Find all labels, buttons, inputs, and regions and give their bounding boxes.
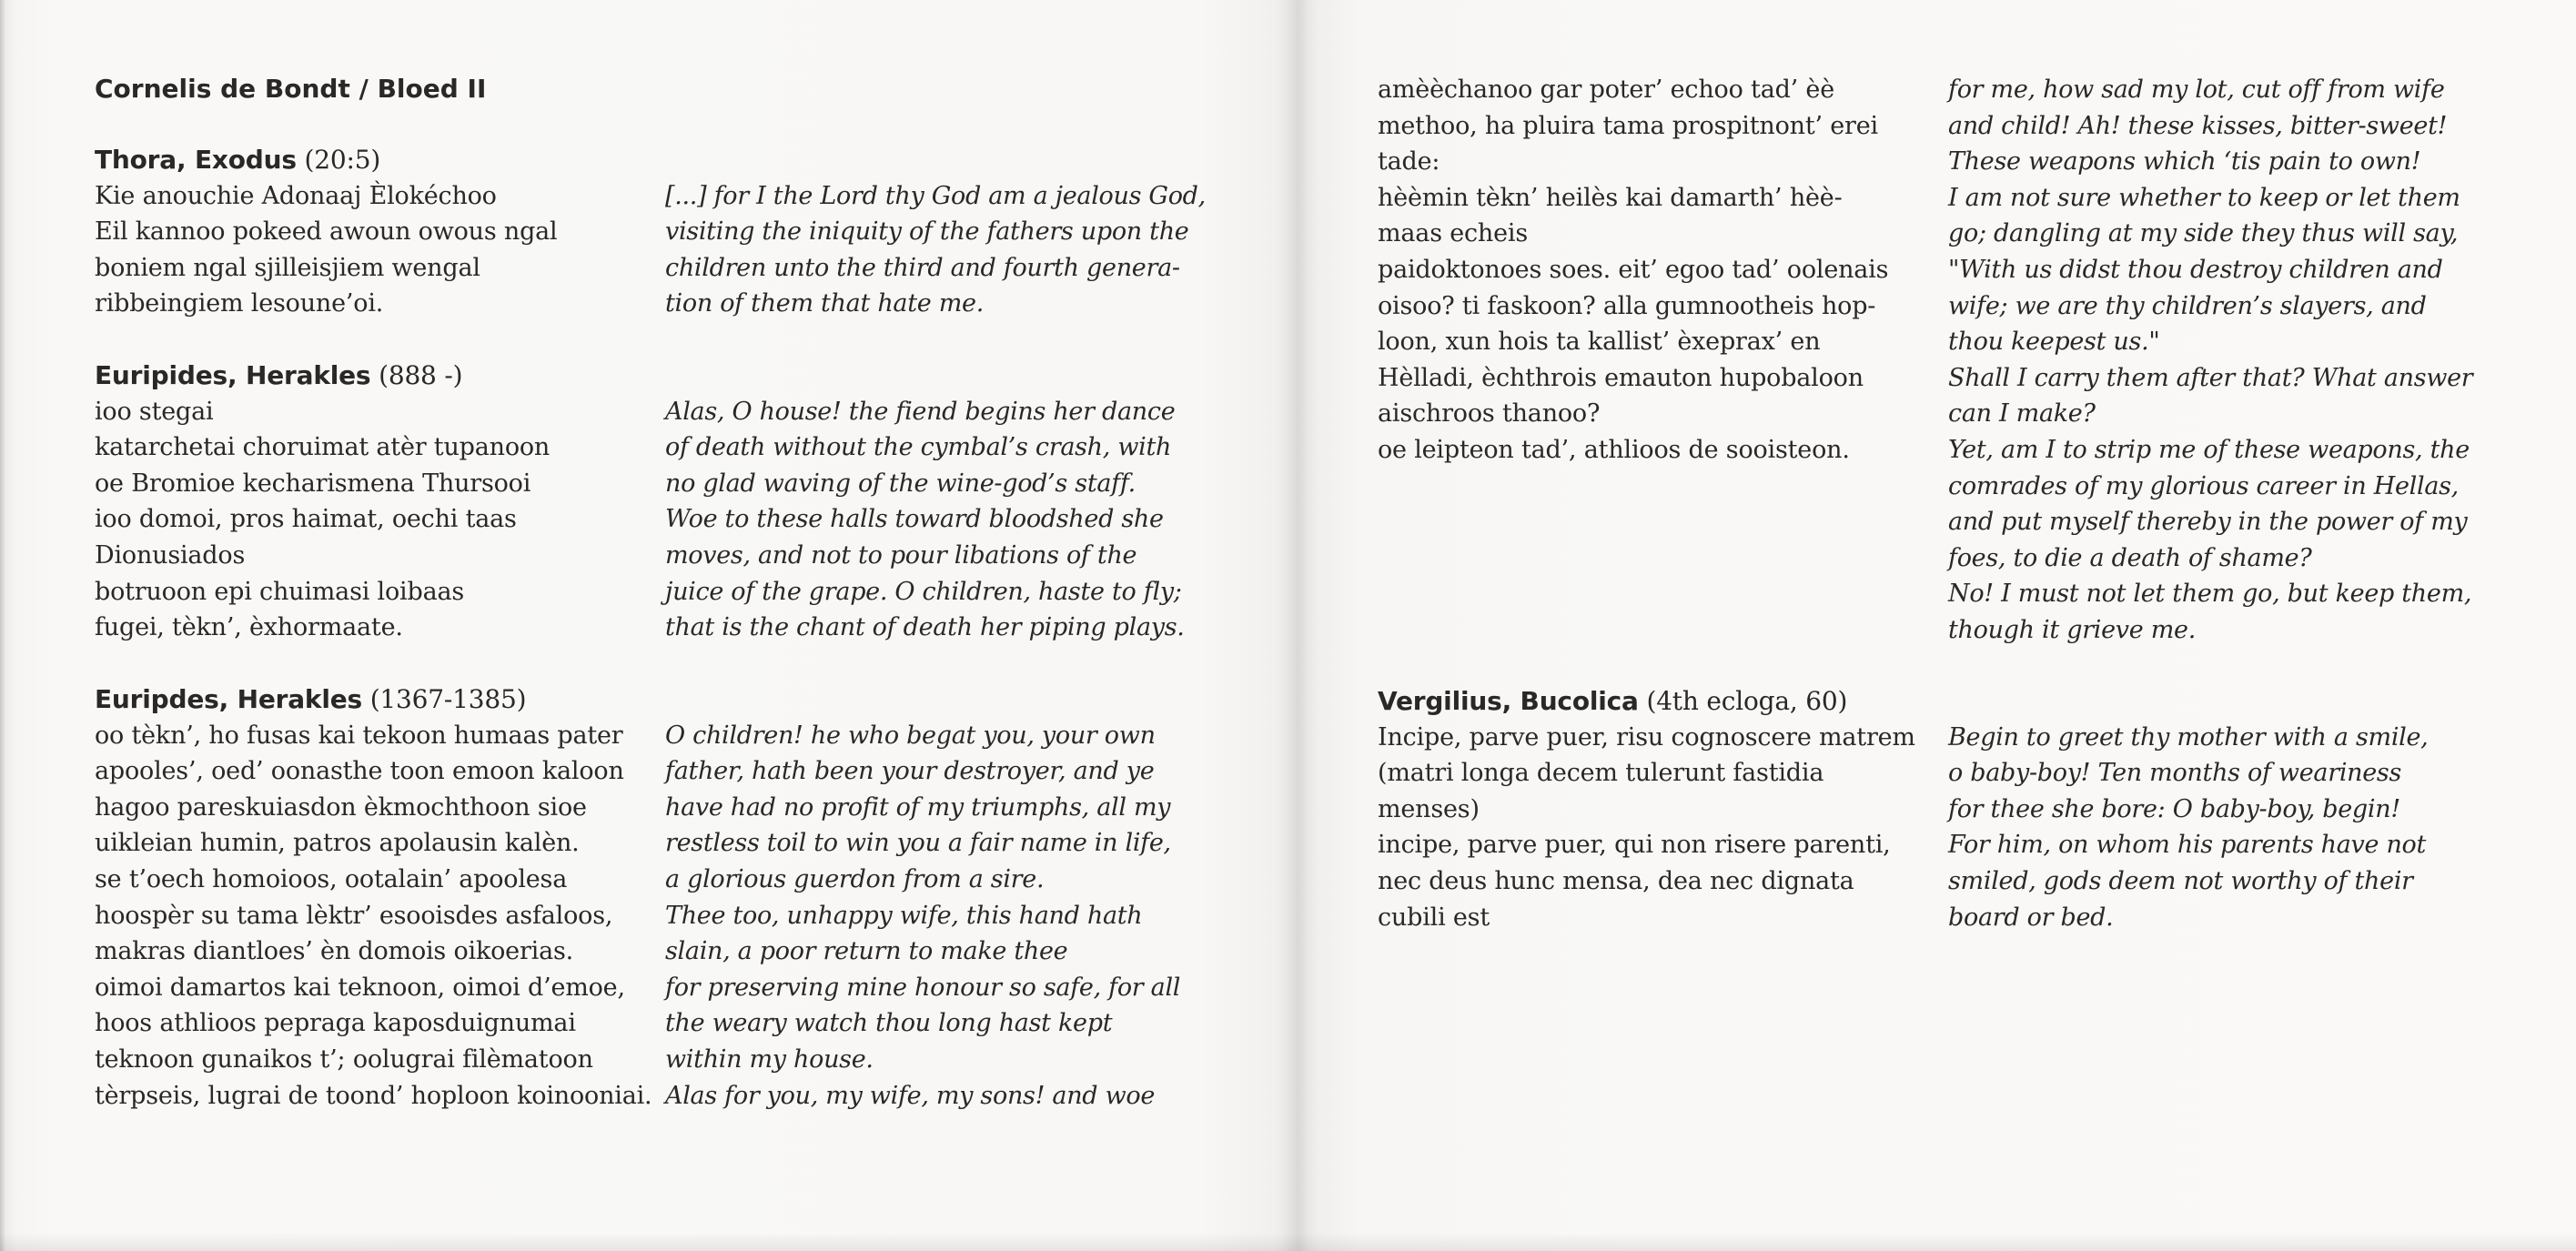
text-line: aischroos thanoo? [1378,399,1601,429]
text-line: loon, xun hois ta kallist’ èxeprax’ en [1378,328,1821,357]
text-line: of death without the cymbal’s crash, with [665,433,1172,462]
text-line: Kie anouchie Adonaaj Èlokéchoo [95,181,497,210]
page-bottom-edge [0,1233,2576,1251]
page-edge [0,0,5,1251]
section-title-reference: (888 -) [370,360,463,390]
text-line: oo tèkn’, ho fusas kai tekoon humaas pater [95,721,623,750]
section-title-name: Thora, Exodus [95,145,297,175]
text-line: Woe to these halls toward bloodshed she [665,505,1164,534]
text-line: Alas, O house! the fiend begins her dance [665,397,1176,426]
section-title-reference: (4th ecloga, 60) [1638,686,1848,716]
text-line: oe leipteon tad’, athlioos de sooisteon. [1378,435,1850,464]
text-line: oisoo? ti faskoon? alla gumnootheis hop- [1378,291,1876,320]
text-line: that is the chant of death her piping plays. [665,613,1185,642]
thora-original [95,142,558,322]
text-line: board or bed. [1948,903,2114,932]
thora-translation [665,178,1206,322]
text-line: se t’oech homoioos, ootalain’ apoolesa [95,864,568,893]
section-title [95,142,558,178]
text-line: ioo stegai [95,397,214,426]
text-line: slain, a poor return to make thee [665,937,1068,966]
text-line: juice of the grape. O children, haste to fly; [665,577,1182,606]
text-line: can I make? [1948,399,2096,429]
text-line: moves, and not to pour libations of the [665,540,1137,570]
text-line: within my house. [665,1044,874,1074]
text-line: foes, to die a death of shame? [1948,543,2312,572]
text-line: I am not sure whether to keep or let them [1948,183,2460,212]
text-line: father, hath been your destroyer, and ye [665,757,1155,786]
text-line: maas echeis [1378,219,1528,248]
text-line: have had no profit of my triumphs, all my [665,792,1171,822]
page-header: Cornelis de Bondt / Bloed II [95,74,487,104]
text-line: the weary watch thou long hast kept [665,1009,1113,1038]
text-line: [...] for I the Lord thy God am a jealous God, [665,181,1206,210]
section-title-name: Vergilius, Bucolica [1378,686,1639,716]
text-line: comrades of my glorious career in Hellas, [1948,471,2459,500]
text-line: Dionusiados [95,540,246,570]
text-line: a glorious guerdon from a sire. [665,864,1045,893]
section-title-name: Euripides, Herakles [95,360,371,390]
text-line: ribbeingiem lesoune’oi. [95,289,384,318]
text-line: thou keepest us." [1948,328,2160,357]
text-line: For him, on whom his parents have not [1948,831,2427,860]
text-line: tade: [1378,147,1440,177]
text-line: for preserving mine honour so safe, for all [665,973,1181,1002]
text-line: O children! he who begat you, your own [665,721,1156,750]
text-line: botruoon epi chuimasi loibaas [95,577,465,606]
text-line: smiled, gods deem not worthy of their [1948,866,2413,895]
text-line: oe Bromioe kecharismena Thursooi [95,469,531,498]
text-line: Alas for you, my wife, my sons! and woe [665,1081,1156,1110]
text-line: hoospèr su tama lèktr’ esooisdes asfaloos, [95,901,613,930]
section-title-reference: (20:5) [296,145,381,175]
herakles-1367-translation [665,718,1180,1115]
herakles-1367-original [95,681,652,1114]
text-line: amèèchanoo gar poter’ echoo tad’ èè [1378,76,1834,104]
text-line: restless toil to win you a fair name in life, [665,829,1171,858]
text-line: ioo domoi, pros haimat, oechi taas [95,505,517,534]
herakles-888-translation [665,394,1185,646]
text-line: though it grieve me. [1948,615,2196,644]
text-line: (matri longa decem tulerunt fastidia [1378,759,1824,788]
text-line: "With us didst thou destroy children and [1948,255,2443,284]
text-line: Eil kannoo pokeed awoun owous ngal [95,217,558,247]
text-line: teknoon gunaikos t’; oolugrai filèmatoon [95,1044,593,1074]
text-line: wife; we are thy children’s slayers, and [1948,291,2427,320]
section-title [1378,683,1915,720]
text-line: apooles’, oed’ oonasthe toon emoon kaloon [95,757,624,786]
text-line: paidoktonoes soes. eit’ egoo tad’ oolenais [1378,255,1889,284]
herakles-888-original [95,358,550,646]
text-line: for thee she bore: O baby-boy, begin! [1948,794,2400,823]
text-line: hoos athlioos pepraga kaposduignumai [95,1009,576,1038]
text-line: children unto the third and fourth genera- [665,253,1180,282]
text-line: hèèmin tèkn’ heilès kai damarth’ hèè- [1378,183,1843,212]
text-line: fugei, tèkn’, èxhormaate. [95,613,403,642]
text-line: uikleian humin, patros apolausin kalèn. [95,829,580,858]
text-line: boniem ngal sjilleisjiem wengal [95,253,480,282]
text-line: incipe, parve puer, qui non risere parenti, [1378,831,1891,860]
vergilius-original [1378,683,1915,935]
text-line: and put myself thereby in the power of my [1948,508,2468,537]
text-line: Hèlladi, èchthrois emauton hupobaloon [1378,363,1864,392]
text-line: oimoi damartos kai teknoon, oimoi d’emoe, [95,973,625,1002]
page-gutter [1281,0,1318,1251]
text-line: no glad waving of the wine-god’s staff. [665,469,1136,498]
section-title-name: Euripdes, Herakles [95,684,362,714]
text-line: visiting the iniquity of the fathers upon the [665,217,1189,247]
text-line: nec deus hunc mensa, dea nec dignata [1378,866,1854,895]
text-line: cubili est [1378,903,1490,932]
text-line: tion of them that hate me. [665,289,984,318]
text-line: hagoo pareskuiasdon èkmochthoon sioe [95,792,587,822]
text-line: go; dangling at my side they thus will say, [1948,219,2459,248]
text-line: menses) [1378,794,1480,823]
section-title [95,681,652,718]
text-line: makras diantloes’ èn domois oikoerias. [95,937,574,966]
text-line: Incipe, parve puer, risu cognoscere matrem [1378,722,1915,752]
section-title [95,358,550,394]
text-line: katarchetai choruimat atèr tupanoon [95,433,551,462]
text-line: These weapons which ‘tis pain to own! [1948,147,2421,177]
text-line: o baby-boy! Ten months of weariness [1948,759,2402,788]
text-line: Begin to greet thy mother with a smile, [1948,722,2429,752]
text-line: Shall I carry them after that? What answer [1948,363,2473,392]
text-line: No! I must not let them go, but keep them, [1948,580,2472,609]
text-line: Thee too, unhappy wife, this hand hath [665,901,1143,930]
herakles-1367-translation-continued [1948,72,2472,649]
text-line: methoo, ha pluira tama prospitnont’ erei [1378,111,1878,140]
herakles-1367-original-continued [1378,72,1888,469]
text-line: Yet, am I to strip me of these weapons, the [1948,435,2470,464]
vergilius-translation [1948,720,2428,936]
text-line: and child! Ah! these kisses, bitter-sweet! [1948,111,2448,140]
text-line: tèrpseis, lugrai de toond’ hoploon koinooniai. [95,1081,652,1110]
section-title-reference: (1367-1385) [362,684,527,714]
text-line: for me, how sad my lot, cut off from wife [1948,76,2445,104]
